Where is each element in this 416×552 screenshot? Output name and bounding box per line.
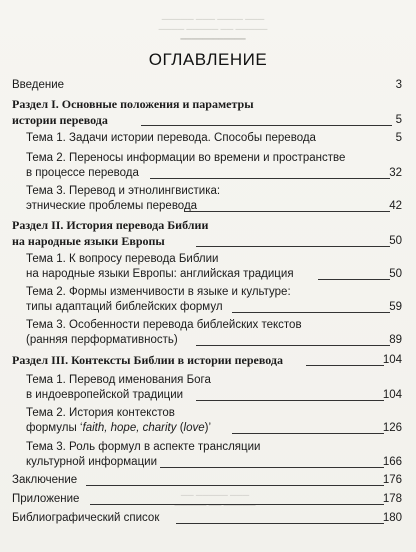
toc-entry-page: 104 [382, 354, 402, 366]
leader-rule [232, 433, 384, 434]
toc-entry-page: 178 [382, 493, 402, 505]
toc-entry-label: Тема 1. К вопросу перевода Библии [26, 253, 219, 265]
toc-entry-page: 59 [389, 301, 402, 313]
toc-entry-label-cont: на народные языки Европы [12, 234, 165, 248]
toc-entry-s3-topic-3[interactable] [0, 439, 416, 455]
toc-entry-page: 180 [382, 512, 402, 524]
leader-rule [306, 365, 384, 366]
toc-entry-bibliography[interactable] [0, 510, 416, 526]
leader-rule [196, 345, 390, 346]
page-title: ОГЛАВЛЕНИЕ [148, 50, 268, 69]
toc-entry-label: Раздел III. Контексты Библии в истории перевода [12, 353, 283, 367]
leader-rule [196, 400, 384, 401]
toc-entry-s2-topic-1[interactable] [0, 251, 416, 267]
toc-entry-s3-topic-1[interactable] [0, 372, 416, 388]
toc-entry-page: 5 [395, 132, 402, 144]
toc-entry-page: 89 [389, 334, 402, 346]
leader-rule [232, 312, 390, 313]
toc-entry-label-cont: (ранняя перформативность) [26, 334, 178, 346]
toc-entry-label-cont: формулы ‘faith, hope, charity (love)’ [26, 422, 212, 434]
toc-entry-s2-topic-3[interactable] [0, 317, 416, 333]
toc-entry-page: 50 [389, 268, 402, 280]
bleed-through-text-bottom: ── ───── ─── ───── ── ───── [174, 490, 256, 510]
toc-entry-label-cont: культурной информации [26, 456, 158, 468]
leader-rule [184, 211, 390, 212]
toc-entry-label: Библиографический список [12, 512, 160, 524]
toc-entry-page: 176 [382, 474, 402, 486]
toc-entry-s1-topic-3[interactable] [0, 183, 416, 199]
toc-entry-label: Тема 1. Задачи истории перевода. Способы перевода [26, 132, 316, 144]
toc-entry-page: 126 [382, 422, 402, 434]
toc-entry-label: Тема 2. История контекстов [26, 407, 175, 419]
bleed-through-text: ───── ─── ──── ─── ──── ───── ── ───── ━━━━━━━━━━━━ [158, 14, 268, 44]
toc-entry-section-2[interactable] [0, 217, 416, 233]
toc-entry-page: 32 [389, 167, 402, 179]
toc-entry-intro[interactable] [0, 77, 416, 93]
leader-rule [318, 279, 390, 280]
toc-entry-s1-topic-2[interactable] [0, 150, 416, 166]
toc-entry-label: Тема 3. Особенности перевода библейских текстов [26, 319, 302, 331]
toc-entry-label: Приложение [12, 493, 80, 505]
toc-entry-label-cont: этнические проблемы перевода [26, 200, 198, 212]
toc-entry-label: Тема 3. Перевод и этнолингвистика: [26, 185, 221, 197]
toc-entry-label: Тема 2. Переносы информации во времени и пространстве [26, 152, 346, 164]
leader-rule [150, 178, 390, 179]
toc-entry-label-cont: в индоевропейской традиции [26, 389, 184, 401]
toc-entry-label: Раздел I. Основные положения и параметры [12, 97, 254, 111]
toc-entry-label: Тема 1. Перевод именования Бога [26, 374, 211, 386]
toc-entry-conclusion[interactable] [0, 472, 416, 488]
toc-entry-page: 5 [395, 114, 402, 126]
toc-entry-appendix[interactable] [0, 491, 416, 507]
toc-entry-page: 166 [382, 456, 402, 468]
leader-rule [90, 504, 384, 505]
toc-entry-label: Раздел II. История перевода Библии [12, 218, 209, 232]
toc-entry-s1-topic-1[interactable] [0, 130, 416, 146]
toc-entry-s2-topic-2[interactable] [0, 284, 416, 300]
toc-entry-page: 104 [382, 389, 402, 401]
toc-entry-section-3[interactable] [0, 352, 416, 368]
toc-entry-page: 50 [389, 235, 402, 247]
toc-entry-s3-topic-2[interactable] [0, 405, 416, 421]
toc-entry-label: Тема 3. Роль формул в аспекте трансляции [26, 441, 261, 453]
toc-entry-label-cont: на народные языки Европы: английская традиция [26, 268, 294, 280]
leader-rule [86, 485, 384, 486]
leader-rule [160, 467, 384, 468]
toc-entry-label: Заключение [12, 474, 78, 486]
leader-rule [141, 125, 392, 126]
toc-entry-label: Тема 2. Формы изменчивости в языке и культуре: [26, 286, 291, 298]
leader-rule [196, 246, 390, 247]
toc-entry-section-1[interactable] [0, 96, 416, 112]
toc-entry-label-cont: в процессе перевода [26, 167, 139, 179]
toc-entry-page: 3 [395, 79, 402, 91]
toc-entry-label: Введение [12, 79, 65, 91]
toc-entry-label-cont: типы адаптаций библейских формул [26, 301, 223, 313]
toc-entry-page: 42 [389, 200, 402, 212]
toc-entry-label-cont: истории перевода [12, 113, 108, 127]
leader-rule [176, 523, 384, 524]
